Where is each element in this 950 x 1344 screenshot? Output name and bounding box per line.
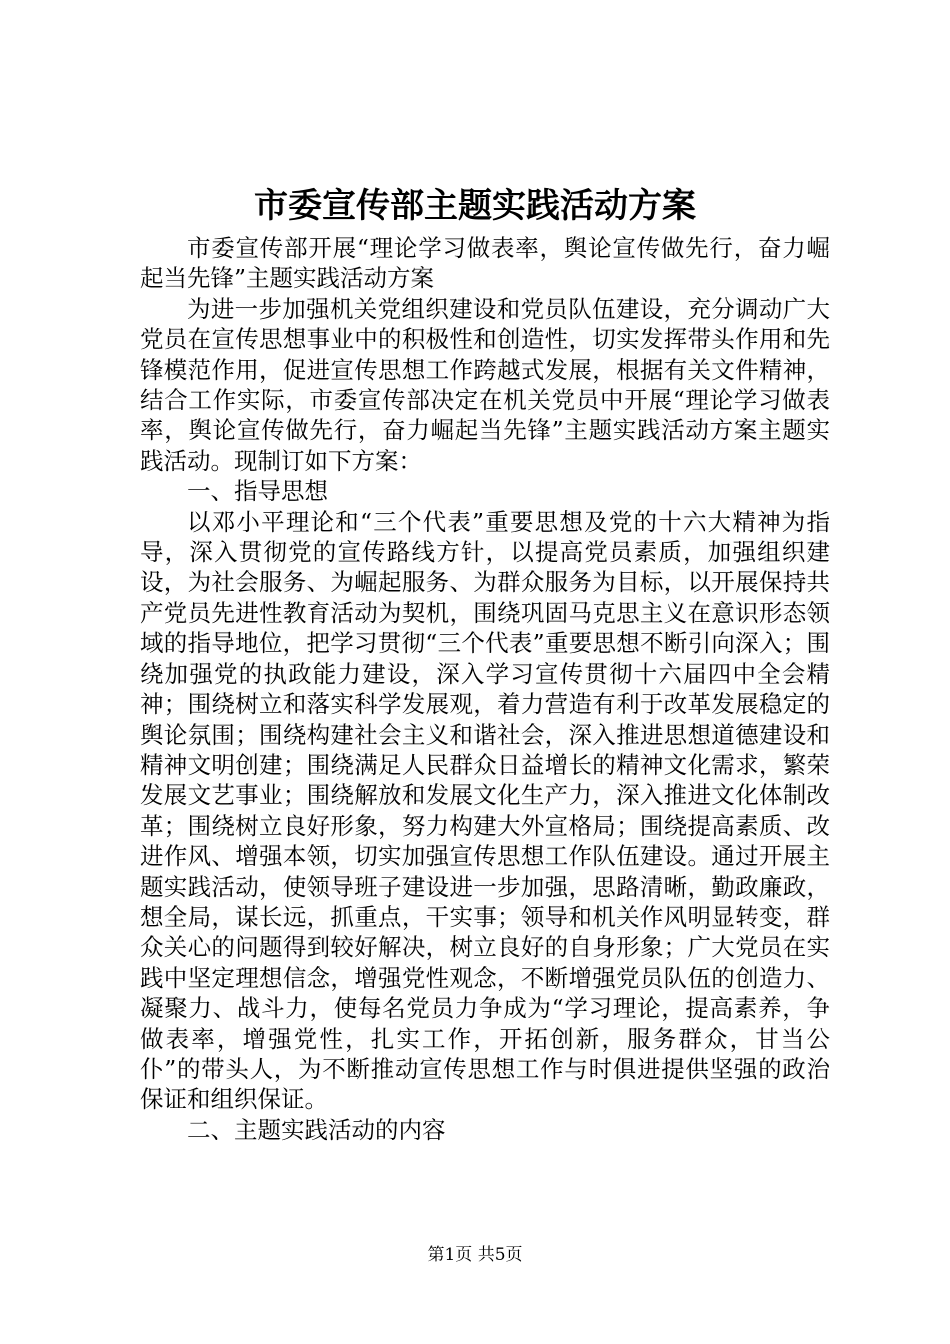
document-body	[140, 233, 830, 1145]
section-heading-guiding-ideology: 一、指导思想	[187, 477, 328, 506]
document-title: 市委宣传部主题实践活动方案	[254, 186, 696, 226]
page-number-footer: 第1页 共5页	[427, 1245, 523, 1265]
guiding-ideology-paragraph: 以邓小平理论和“三个代表”重要思想及党的十六大精神为指导，深入贯彻党的宣传路线方针，以提高党员素质，加强组织建设，为社会服务、为崛起服务、为群众服务为目标，以开展保持共产党员先进性教育活动为契机，围绕巩固马克思主义在意识形态领域的指导地位，把学习贯彻“三个代表”重要思想不断引向深入；围绕加强党的执政能力建设，深入学习宣传贯彻十六届四中全会精神；围绕树立和落实科学发展观，着力营造有利于改革发展稳定的舆论氛围；围绕构建社会主义和谐社会，深入推进思想道德建设和精神文明创建；围绕满足人民群众日益增长的精神文化需求，繁荣发展文艺事业；围绕解放和发展文化生产力，深入推进文化体制改革；围绕树立良好形象，努力构建大外宣格局；围绕提高素质、改进作风、增强本领，切实加强宣传思想工作队伍建设。通过开展主题实践活动，使领导班子建设进一步加强，思路清晰，勤政廉政，想全局，谋长远，抓重点，干实事；领导和机关作风明显转变，群众关心的问题得到较好解决，树立良好的自身形象；广大党员在实践中坚定理想信念，增强党性观念，不断增强党员队伍的创造力、凝聚力、战斗力，使每名党员力争成为“学习理论，提高素养，争做表率，增强党性，扎实工作，开拓创新，服务群众，甘当公仆”的带头人，为不断推动宣传思想工作与时俱进提供坚强的政治保证和组织保证。	[140, 507, 830, 1114]
subtitle-paragraph: 市委宣传部开展“理论学习做表率，舆论宣传做先行，奋力崛起当先锋”主题实践活动方案	[140, 234, 830, 293]
intro-paragraph: 为进一步加强机关党组织建设和党员队伍建设，充分调动广大党员在宣传思想事业中的积极性和创造性，切实发挥带头作用和先锋模范作用，促进宣传思想工作跨越式发展，根据有关文件精神，结合工作实际，市委宣传部决定在机关党员中开展“理论学习做表率，舆论宣传做先行，奋力崛起当先锋”主题实践活动方案主题实践活动。现制订如下方案：	[140, 294, 830, 475]
section-heading-activity-content: 二、主题实践活动的内容	[187, 1115, 446, 1144]
